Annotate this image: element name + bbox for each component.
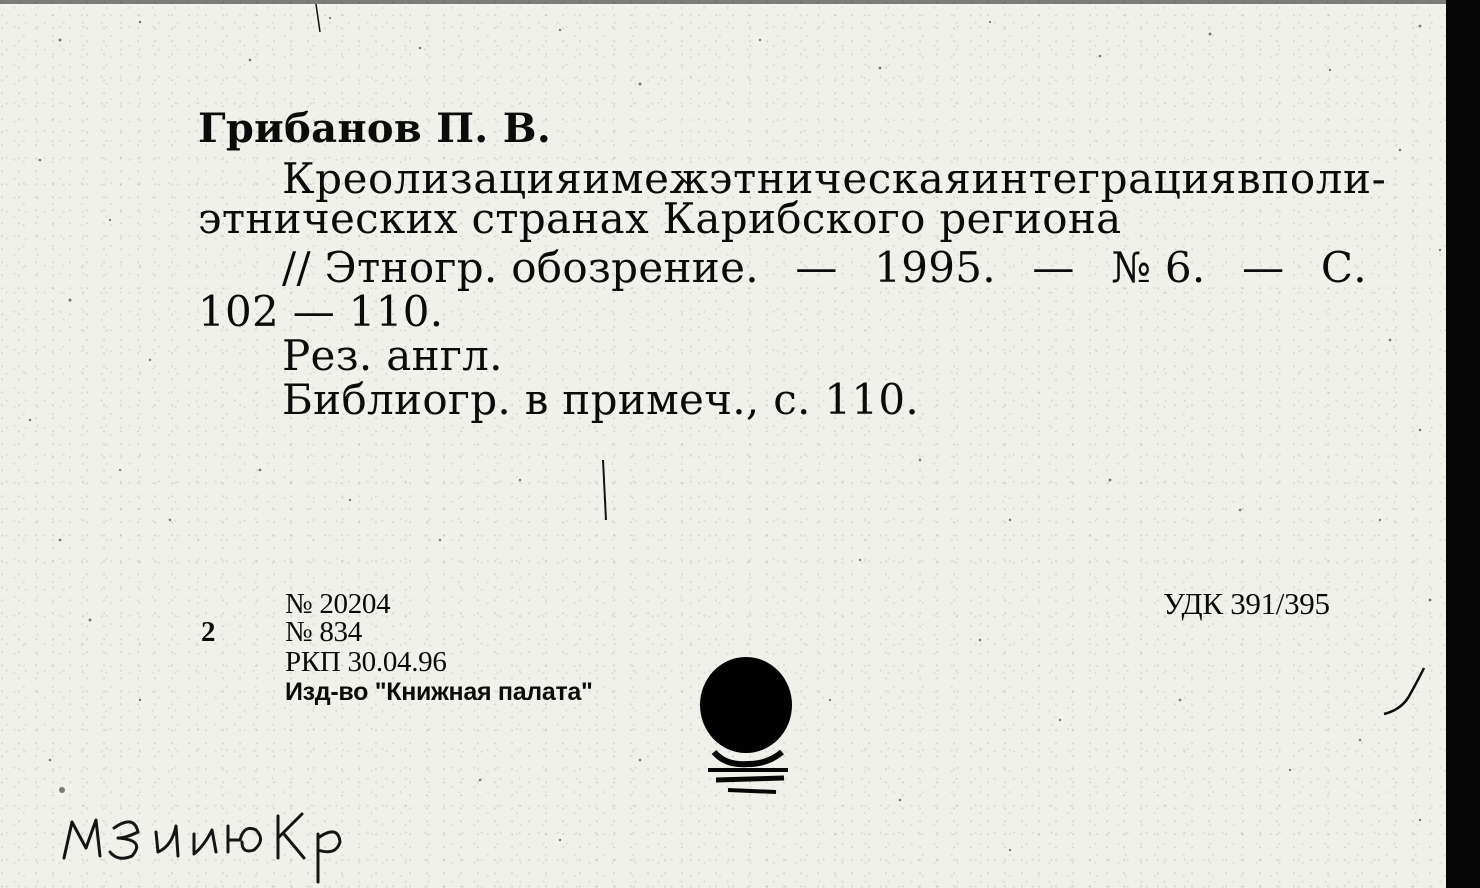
card-summary-note: Рез. англ. — [282, 331, 503, 380]
card-source-line-2: 102 — 110. — [198, 287, 444, 336]
title-word: и — [582, 154, 611, 203]
source-part: // Этногр. обозрение. — [282, 243, 759, 292]
publisher: Изд-во "Книжная палата" — [285, 678, 593, 706]
card-bibliography-note: Библиогр. в примеч., с. 110. — [282, 375, 920, 424]
title-word: Креолизация — [282, 154, 583, 203]
udk-code: УДК 391/395 — [1163, 586, 1330, 621]
rkp-date: РКП 30.04.96 — [285, 646, 447, 678]
handwritten-shelf-mark — [56, 786, 416, 886]
source-part: — — [1032, 243, 1075, 292]
source-part: 1995. — [874, 243, 996, 292]
source-part: № 6. — [1111, 243, 1206, 292]
title-word: межэтническая — [610, 154, 972, 203]
card-title-line-2: этнических странах Карибского региона — [198, 194, 1122, 243]
title-word: интеграция — [971, 154, 1238, 203]
title-word: поли- — [1261, 154, 1387, 203]
copies-count: 2 — [201, 616, 216, 648]
source-part: С. — [1320, 243, 1367, 292]
punch-hole — [700, 657, 792, 753]
title-word: в — [1237, 154, 1262, 203]
record-number-2: № 834 — [285, 616, 362, 648]
source-part: — — [795, 243, 838, 292]
card-author: Грибанов П. В. — [198, 105, 552, 152]
card-source-line-1 — [282, 244, 1367, 292]
margin-check-mark — [1380, 664, 1428, 724]
source-part: — — [1242, 243, 1285, 292]
record-number-1: № 20204 — [285, 588, 391, 620]
punch-hole-tear — [706, 748, 790, 802]
